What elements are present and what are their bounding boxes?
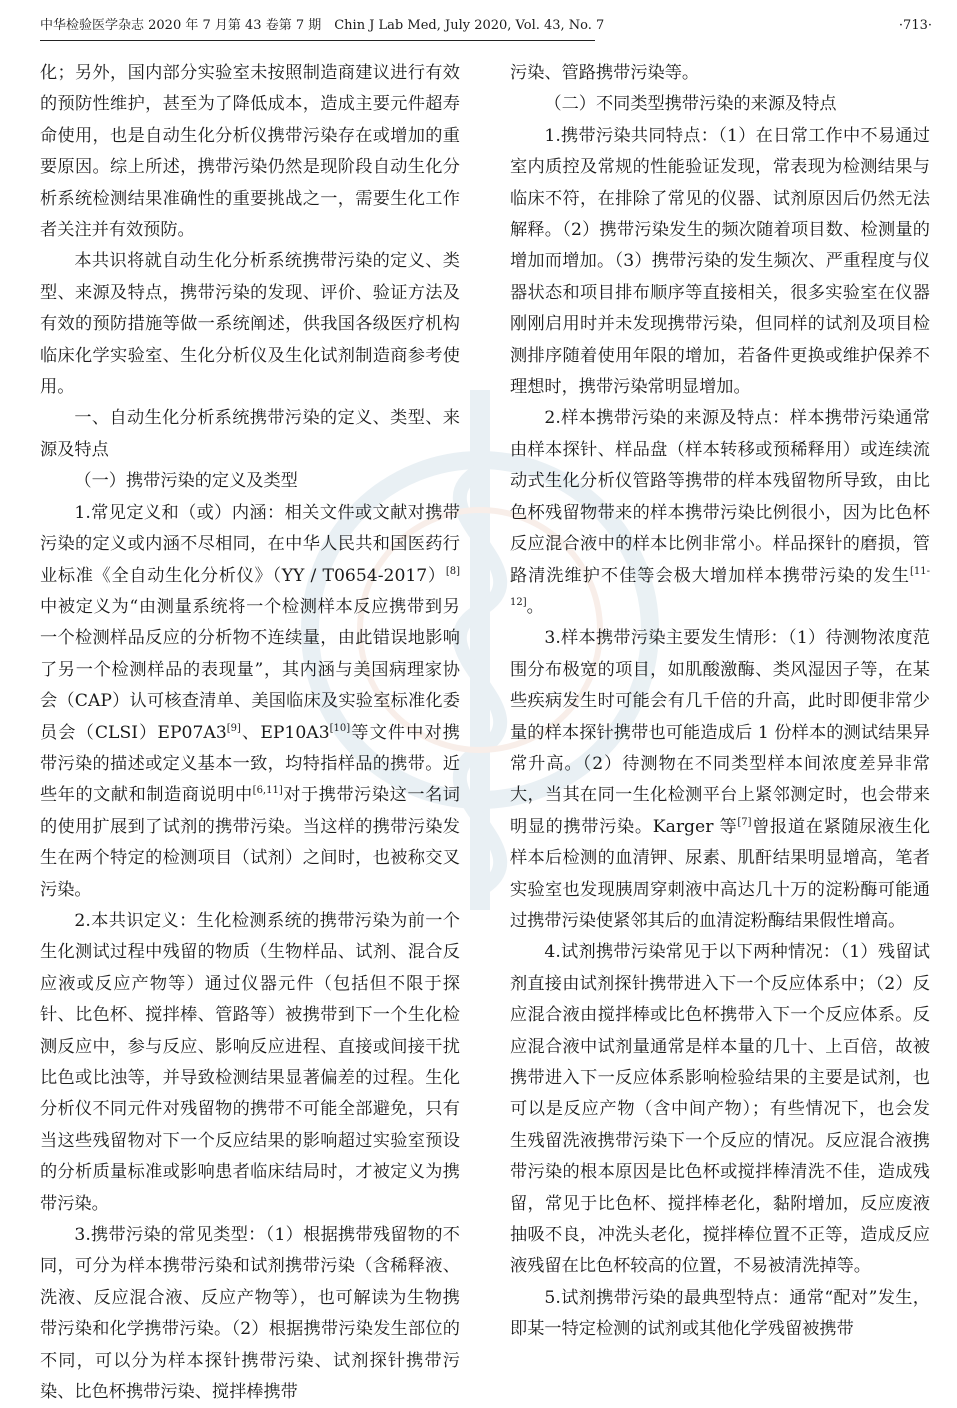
paragraph: 3.样本携带污染主要发生情形：（1）待测物浓度范围分布极宽的项目，如肌酸激酶、类风湿因子等，在某些疾病发生时可能会有几千倍的升高，此时即便非常少量的样本探针携带也可能造成后 1 份样本的测试结果异常升高。（2）待测物在不同类型样本间浓度差异非常大，当其在同一生化检测平台上紧邻测定时，也会带来明显的携带污染。Karger 等[7]曾报道在紧随尿液生化样本后检测的血清钾、尿素、肌酐结果明显增高，笔者实验室也发现胰周穿刺液中高达几十万的淀粉酶可能通过携带污染使紧邻其后的血清淀粉酶结果假性增高。: [510, 628, 930, 931]
running-header: [40, 16, 932, 40]
paragraph: 本共识将就自动生化分析系统携带污染的定义、类型、来源及特点，携带污染的发现、评价、验证方法及有效的预防措施等做一系统阐述，供我国各级医疗机构临床化学实验室、生化分析仪及生化试剂制造商参考使用。: [40, 251, 460, 398]
paragraph: 1.常见定义和（或）内涵：相关文件或文献对携带污染的定义或内涵不尽相同，在中华人民共和国医药行业标准《全自动生化分析仪》（YY / T0654-2017）[8]中被定义为“由测量系统将一个检测样本反应携带到另一个检测样品反应的分析物不连续量，由此错误地影响了另一个检测样品的表现量”，其内涵与美国病理家协会（CAP）认可核查清单、美国临床及实验室标准化委员会（CLSI）EP07A3[9]、EP10A3[10]等文件中对携带污染的描述或定义基本一致，均特指样品的携带。近些年的文献和制造商说明中[6,11]对于携带污染这一名词的使用扩展到了试剂的携带污染。当这样的携带污染发生在两个特定的检测项目（试剂）之间时，也被称交叉污染。: [40, 502, 460, 900]
right-column: [510, 58, 930, 1358]
page-number: ·713·: [898, 18, 932, 33]
section-heading: 一、自动生化分析系统携带污染的定义、类型、来源及特点: [40, 408, 460, 460]
paragraph: 2.本共识定义：生化检测系统的携带污染为前一个生化测试过程中残留的物质（生物样品、试剂、混合反应液或反应产物等）通过仪器元件（包括但不限于探针、比色杯、搅拌棒、管路等）被携带到下一个生化检测反应中，参与反应、影响反应进程、直接或间接干扰比色或比浊等，并导致检测结果显著偏差的过程。生化分析仪不同元件对残留物的携带不可能全部避免，只有当这些残留物对下一个反应结果的影响超过实验室预设的分析质量标准或影响患者临床结局时，才被定义为携带污染。: [40, 910, 460, 1214]
paragraph: 5.试剂携带污染的最典型特点：通常“配对”发生，即某一特定检测的试剂或其他化学残留被携带: [510, 1287, 930, 1340]
paragraph: 3.携带污染的常见类型：（1）根据携带残留物的不同，可分为样本携带污染和试剂携带污染（含稀释液、洗液、反应混合液、反应产物等），也可解读为生物携带污染和化学携带污染。（2）根据携带污染发生部位的不同，可以分为样本探针携带污染、试剂探针携带污染、比色杯携带污染、搅拌棒携带: [40, 1225, 460, 1403]
citation: [11-12]: [510, 565, 930, 608]
paragraph: 1.携带污染共同特点：（1）在日常工作中不易通过室内质控及常规的性能验证发现，常表现为检测结果与临床不符，在排除了常见的仪器、试剂原因后仍然无法解释。（2）携带污染发生的频次随着项目数、检测量的增加而增加。（3）携带污染的发生频次、严重程度与仪器状态和项目排布顺序等直接相关，很多实验室在仪器刚刚启用时并未发现携带污染，但同样的试剂及项目检测排序随着使用年限的增加，若备件更换或维护保养不理想时，携带污染常明显增加。: [510, 125, 930, 398]
paragraph: 污染、管路携带污染等。: [510, 63, 700, 83]
paragraph: 化；另外，国内部分实验室未按照制造商建议进行有效的预防性维护，甚至为了降低成本，造成主要元件超寿命使用，也是自动生化分析仪携带污染存在或增加的重要原因。综上所述，携带污染仍然是现阶段自动生化分析系统检测结果准确性的重要挑战之一，需要生化工作者关注并有效预防。: [40, 63, 460, 241]
citation: [10]: [329, 722, 351, 734]
paragraph: 4.试剂携带污染常见于以下两种情况：（1）残留试剂直接由试剂探针携带进入下一个反应体系中；（2）反应混合液由搅拌棒或比色杯携带入下一个反应体系。反应混合液中试剂量通常是样本量的几十、上百倍，故被携带进入下一反应体系影响检验结果的主要是试剂，也可以是反应产物（含中间产物）；有些情况下，也会发生残留洗液携带污染下一个反应的情况。反应混合液携带污染的根本原因是比色杯或搅拌棒清洗不佳，造成残留，常见于比色杯、搅拌棒老化，黏附增加，反应废液抽吸不良，冲洗头老化，搅拌棒位置不正等，造成反应液残留在比色杯较高的位置，不易被清洗掉等。: [510, 942, 930, 1277]
citation: [8]: [445, 565, 460, 577]
citation: [9]: [226, 722, 241, 734]
subsection-heading: （二）不同类型携带污染的来源及特点: [544, 94, 837, 115]
subsection-heading: （一）携带污染的定义及类型: [74, 471, 298, 492]
citation: [6,11]: [252, 785, 283, 797]
paragraph: 2.样本携带污染的来源及特点：样本携带污染通常由样本探针、样品盘（样本转移或预稀释用）或连续流动式生化分析仪管路等携带的样本残留物所导致，由比色杯残留物带来的样本携带污染比例很小，因为比色杯反应混合液中的样本比例非常小。样品探针的磨损，管路清洗维护不佳等会极大增加样本携带污染的发生[11-12]。: [510, 408, 930, 617]
citation: [7]: [737, 816, 752, 828]
left-column: [40, 58, 460, 1403]
header-rule: [40, 40, 595, 41]
journal-citation: 中华检验医学杂志 2020 年 7 月第 43 卷第 7 期 Chin J Lab Med, July 2020, Vol. 43, No. 7: [40, 18, 605, 33]
